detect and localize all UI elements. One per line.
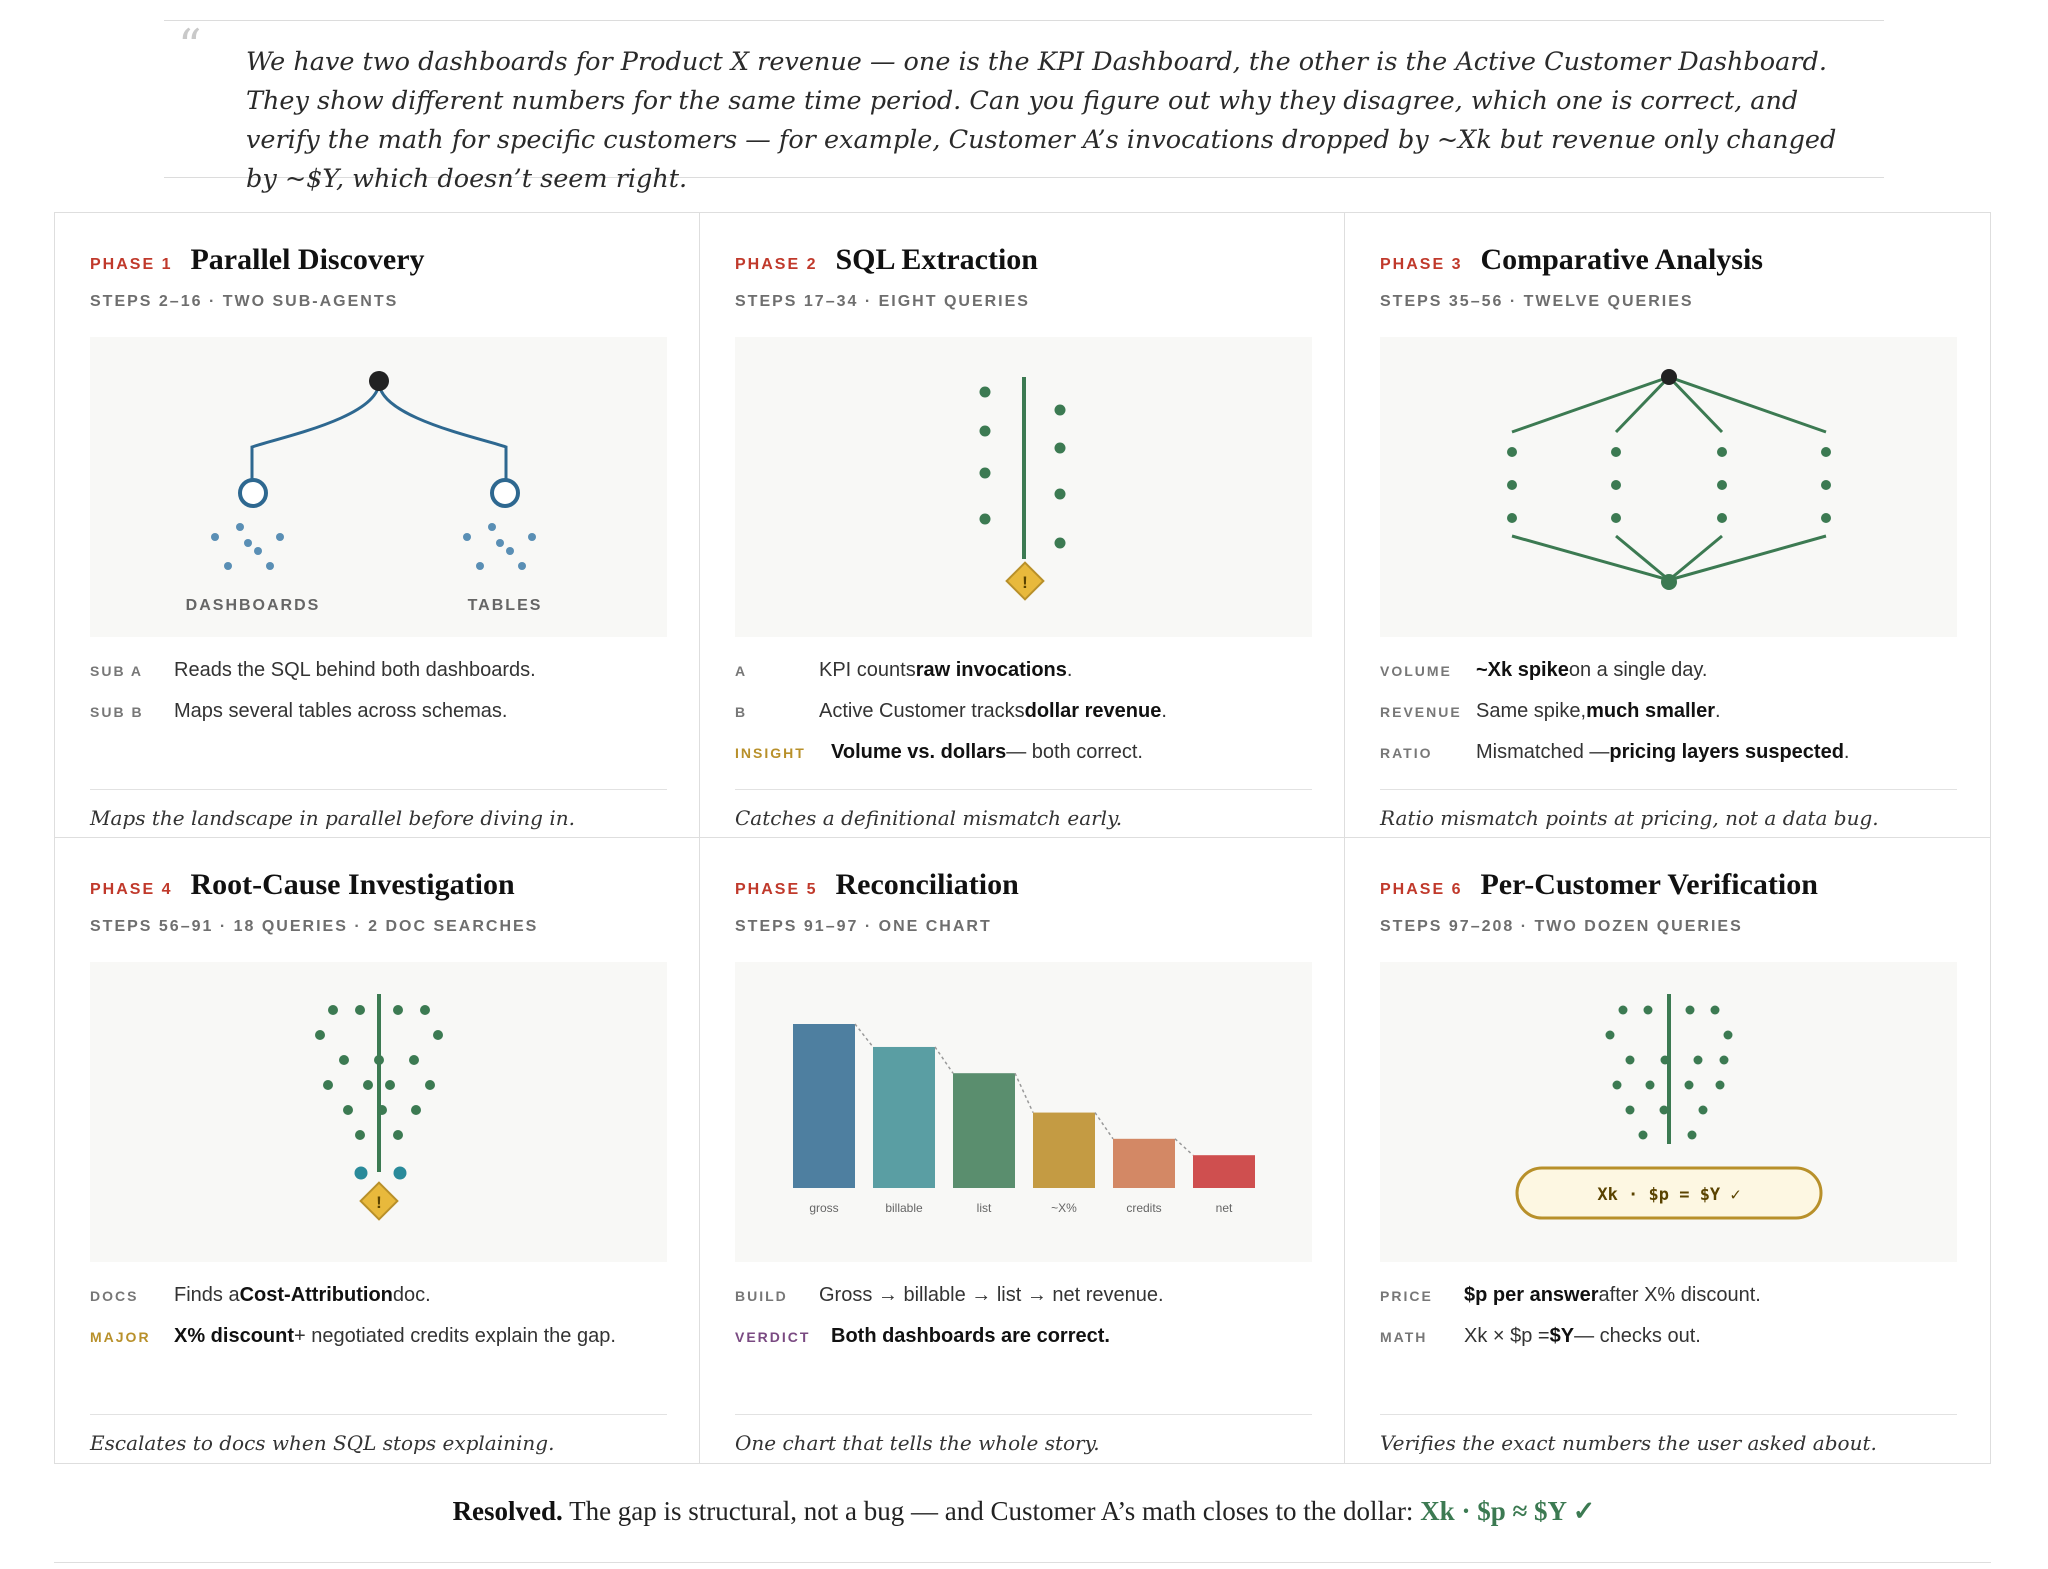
parallel-discovery-illustration [90,337,667,637]
row-text: Gross → billable → list → net revenue. [819,1284,1164,1306]
phase-label: PHASE 2 [735,256,818,273]
row-text-post: on a single day. [1568,659,1708,681]
waterfall-bar-billable [873,1047,935,1188]
phase-title: Parallel Discovery [190,243,425,276]
dashboards-label: DASHBOARDS [185,597,321,614]
resolution-summary [0,1496,2048,1527]
row-key: INSIGHT [735,745,806,761]
root-node [369,371,389,391]
row-key: B [735,704,748,720]
detail-row [1380,659,1707,682]
divider [735,1414,1312,1415]
row-key: SUB A [90,663,144,679]
phase-3-panel [1345,213,1990,838]
row-key: BUILD [735,1288,788,1304]
detail-row [735,741,1143,764]
row-key: MAJOR [90,1329,151,1345]
row-text: Active Customer tracks [819,700,1025,722]
phase-title: Comparative Analysis [1480,243,1763,276]
row-key: REVENUE [1380,704,1462,720]
reconciliation-waterfall-chart [735,962,1312,1262]
detail-row [90,1325,616,1348]
branch-line [379,382,506,479]
detail-row [735,1325,1110,1348]
row-text: Finds a [174,1284,240,1306]
svg-text:!: ! [376,1193,382,1212]
phase-caption: One chart that tells the whole story. [735,1431,1100,1455]
row-bold: ~Xk spike [1476,659,1569,681]
phase-label: PHASE 6 [1380,881,1463,898]
phase-title: SQL Extraction [835,243,1038,276]
phase-label: PHASE 3 [1380,256,1463,273]
comparative-analysis-illustration [1380,337,1957,637]
formula-text: Xk · $p = $Y ✓ [1597,1185,1741,1205]
row-bold: dollar revenue [1024,700,1162,722]
waterfall-category-label: net [1215,1201,1233,1215]
detail-row [90,1284,431,1307]
row-bold: X% discount [174,1325,295,1347]
row-bold: Cost-Attribution [239,1284,393,1306]
row-text-post: . [1161,700,1167,722]
detail-row [1380,741,1849,764]
detail-row [1380,1325,1701,1348]
fan-lines [1512,377,1826,580]
phase-title: Reconciliation [835,868,1019,901]
row-text: Same spike, [1476,700,1587,722]
row-text-post: — checks out. [1574,1325,1701,1347]
detail-row [735,700,1167,723]
row-text-post: — both correct. [1006,741,1143,763]
waterfall-connector [855,1024,873,1047]
row-text-post: . [1066,659,1073,681]
phase-steps: STEPS 91–97 · ONE CHART [735,918,992,935]
phase-label: PHASE 1 [90,256,173,273]
verification-illustration [1380,962,1957,1262]
resolution-formula: Xk · $p ≈ $Y ✓ [1420,1496,1596,1526]
svg-text:!: ! [1022,573,1028,592]
phase-label: PHASE 5 [735,881,818,898]
phase-steps: STEPS 17–34 · EIGHT QUERIES [735,293,1030,310]
phase-2-panel [700,213,1345,838]
row-key: SUB B [90,704,144,720]
sql-extraction-illustration [735,337,1312,637]
detail-row [1380,700,1721,723]
phase-label: PHASE 4 [90,881,173,898]
user-question-quote [164,19,1884,194]
warning-diamond-icon [361,1183,398,1220]
row-text-post: . [1715,700,1721,722]
row-text: Reads the SQL behind both dashboards. [174,659,536,681]
phase-title: Root-Cause Investigation [190,868,515,901]
phase-steps: STEPS 35–56 · TWELVE QUERIES [1380,293,1694,310]
resolved-label: Resolved. [452,1496,563,1526]
quote-mark-icon: “ [178,19,202,73]
waterfall-category-label: ~X% [1051,1201,1077,1215]
quote-text: We have two dashboards for Product X revenue — one is the KPI Dashboard, the other is the Active Customer Dashboard. They show different numbers for the same time period. Can you figure out why they disagree, which one is correct, and verify the math for specific customers — for example, Customer A’s invocations dropped by ~Xk but revenue only changed by ~$Y, which doesn’t seem right. [246,47,1837,194]
phase-6-panel [1345,838,1990,1463]
divider [1380,1414,1957,1415]
waterfall-connector [1015,1073,1033,1112]
row-bold: $p per answer [1464,1284,1599,1306]
row-key: RATIO [1380,745,1433,761]
root-cause-illustration [90,962,667,1262]
scatter-dots [211,523,536,570]
detail-row [1380,1284,1761,1307]
detail-row [735,659,1072,682]
phase-steps: STEPS 56–91 · 18 QUERIES · 2 DOC SEARCHES [90,918,539,935]
phase-caption: Ratio mismatch points at pricing, not a data bug. [1380,806,1879,830]
row-key: MATH [1380,1329,1428,1345]
phase-caption: Catches a definitional mismatch early. [735,806,1123,830]
sub-agent-b-node [492,480,518,506]
row-text-post: after X% discount. [1598,1284,1761,1306]
divider [90,789,667,790]
resolution-text: The gap is structural, not a bug — and Customer A’s math closes to the dollar: [562,1496,1421,1526]
waterfall-bar-X [1033,1113,1095,1188]
row-key: VOLUME [1380,663,1452,679]
row-key: PRICE [1380,1288,1433,1304]
phase-4-panel [55,838,700,1463]
detail-row [735,1284,1164,1307]
waterfall-connector [935,1047,953,1073]
waterfall-bar-credits [1113,1139,1175,1188]
row-text-post: doc. [392,1284,431,1306]
row-key: DOCS [90,1288,139,1304]
phase-title: Per-Customer Verification [1480,868,1818,901]
phase-grid [54,212,1991,1464]
row-key: VERDICT [735,1329,811,1345]
warning-diamond-icon [1007,563,1044,600]
phase-caption: Escalates to docs when SQL stops explaining. [90,1431,555,1455]
phase-caption: Maps the landscape in parallel before diving in. [90,806,575,830]
branch-line [252,382,379,479]
merge-node [1661,574,1677,590]
divider [735,789,1312,790]
tables-label: TABLES [467,597,543,614]
source-node [1661,369,1677,385]
query-dots [1507,447,1831,523]
row-bold: Both dashboards are correct. [831,1325,1110,1347]
detail-row [90,700,507,723]
row-text: Xk × $p = [1464,1325,1550,1347]
phase-steps: STEPS 97–208 · TWO DOZEN QUERIES [1380,918,1743,935]
row-text-post: . [1843,741,1850,763]
row-bold: raw invocations [915,659,1067,681]
waterfall-bar-list [953,1073,1015,1188]
row-key: A [735,663,748,679]
row-text: Mismatched — [1476,741,1610,763]
waterfall-bar-gross [793,1024,855,1188]
row-bold: $Y [1549,1325,1575,1347]
row-text: Maps several tables across schemas. [174,700,508,722]
footer-rule [54,1562,1991,1563]
waterfall-svg [735,962,1312,1262]
waterfall-category-label: billable [885,1201,923,1215]
waterfall-category-label: list [976,1201,992,1215]
waterfall-category-label: credits [1126,1201,1162,1215]
row-bold: Volume vs. dollars [831,741,1007,763]
waterfall-category-label: gross [809,1201,839,1215]
phase-1-panel [55,213,700,838]
sub-agent-a-node [240,480,266,506]
phase-caption: Verifies the exact numbers the user asked about. [1380,1431,1877,1455]
phase-steps: STEPS 2–16 · TWO SUB-AGENTS [90,293,399,310]
waterfall-connector [1175,1139,1193,1155]
waterfall-connector [1095,1113,1113,1139]
row-text: KPI counts [819,659,916,681]
phase-5-panel [700,838,1345,1463]
row-bold: pricing layers suspected [1609,741,1844,763]
row-text-post: + negotiated credits explain the gap. [294,1325,616,1347]
divider [1380,789,1957,790]
waterfall-bar-net [1193,1155,1255,1188]
detail-row [90,659,536,682]
divider [90,1414,667,1415]
row-bold: much smaller [1586,700,1716,722]
